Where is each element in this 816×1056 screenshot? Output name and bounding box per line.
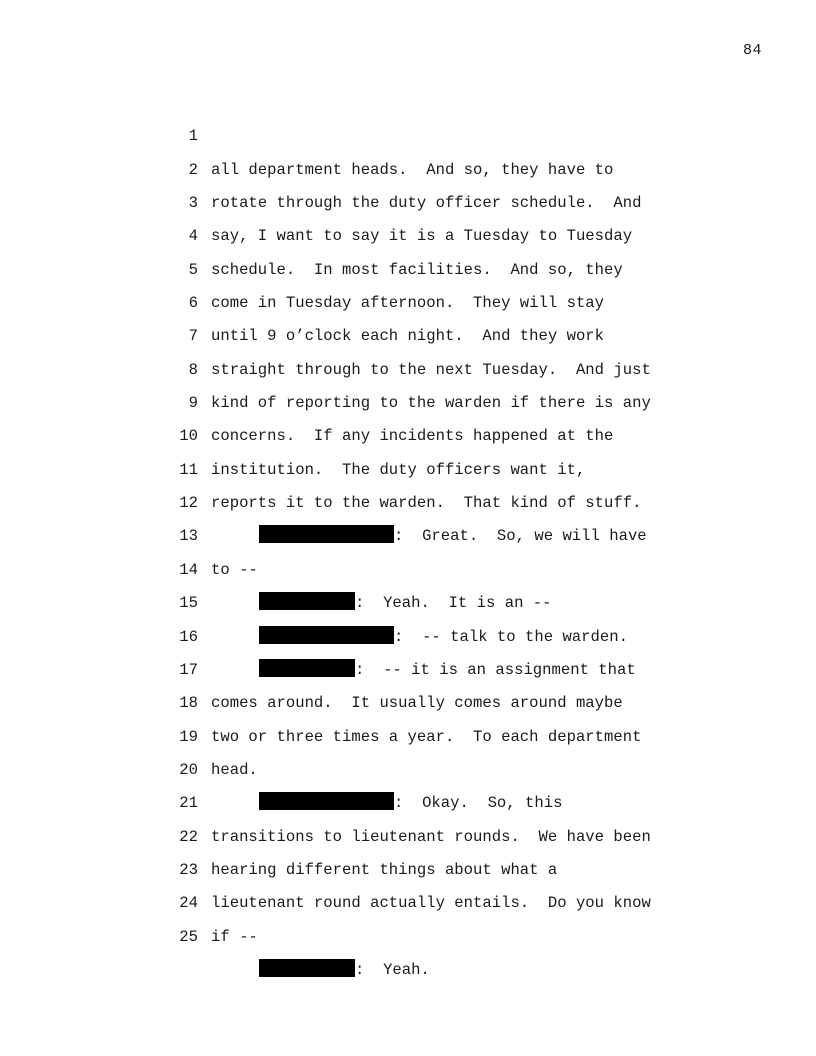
speaker-line-text: : Yeah. [355, 960, 430, 979]
line-number: 24 [179, 894, 198, 913]
line-number: 13 [179, 527, 198, 546]
line-number: 12 [179, 494, 198, 513]
redacted-speaker-name [259, 959, 355, 977]
line-text: schedule. In most facilities. And so, they [211, 260, 623, 279]
page-number: 84 [742, 42, 762, 59]
line-number: 2 [188, 160, 198, 179]
line-number: 23 [179, 860, 198, 879]
speaker-line-text: : Yeah. It is an -- [355, 594, 552, 613]
line-number: 19 [179, 727, 198, 746]
line-text: if -- [211, 927, 258, 946]
line-number: 22 [179, 827, 198, 846]
line-text: say, I want to say it is a Tuesday to Tuesday [211, 227, 633, 246]
line-text: transitions to lieutenant rounds. We have been [211, 827, 651, 846]
line-number: 1 [188, 127, 198, 146]
line-number: 11 [179, 460, 198, 479]
speaker-line-text: : Great. So, we will have [394, 527, 647, 546]
line-number: 16 [179, 627, 198, 646]
line-text: all department heads. And so, they have to [211, 160, 614, 179]
speaker-line-text: : Okay. So, this [394, 794, 563, 813]
line-number: 20 [179, 760, 198, 779]
speaker-line-text: : -- talk to the warden. [394, 627, 628, 646]
transcript-line [160, 87, 720, 179]
line-text: two or three times a year. To each department [211, 727, 642, 746]
line-text: comes around. It usually comes around maybe [211, 694, 623, 713]
line-text: reports it to the warden. That kind of stuff. [211, 494, 642, 513]
transcript-body [160, 87, 720, 979]
line-number: 14 [179, 560, 198, 579]
line-text: until 9 o’clock each night. And they work [211, 327, 605, 346]
line-text: rotate through the duty officer schedule. And [211, 194, 642, 213]
line-text-speaker [211, 954, 430, 987]
line-number: 5 [188, 260, 198, 279]
line-text: concerns. If any incidents happened at the [211, 427, 614, 446]
line-number: 3 [188, 194, 198, 213]
line-text: institution. The duty officers want it, [211, 460, 586, 479]
line-number: 10 [179, 427, 198, 446]
line-number: 25 [179, 927, 198, 946]
line-text: to -- [211, 560, 258, 579]
line-text: come in Tuesday afternoon. They will stay [211, 294, 605, 313]
line-number: 21 [179, 794, 198, 813]
line-number: 7 [188, 327, 198, 346]
line-text: hearing different things about what a [211, 860, 558, 879]
line-text: kind of reporting to the warden if there is any [211, 394, 651, 413]
line-text: lieutenant round actually entails. Do you know [211, 894, 651, 913]
line-number: 17 [179, 660, 198, 679]
line-number: 6 [188, 294, 198, 313]
line-number: 15 [179, 594, 198, 613]
line-number: 9 [188, 394, 198, 413]
line-text: straight through to the next Tuesday. And just [211, 360, 651, 379]
line-number: 8 [188, 360, 198, 379]
line-number: 18 [179, 694, 198, 713]
line-number: 4 [188, 227, 198, 246]
line-text: head. [211, 760, 258, 779]
speaker-line-text: : -- it is an assignment that [355, 660, 636, 679]
